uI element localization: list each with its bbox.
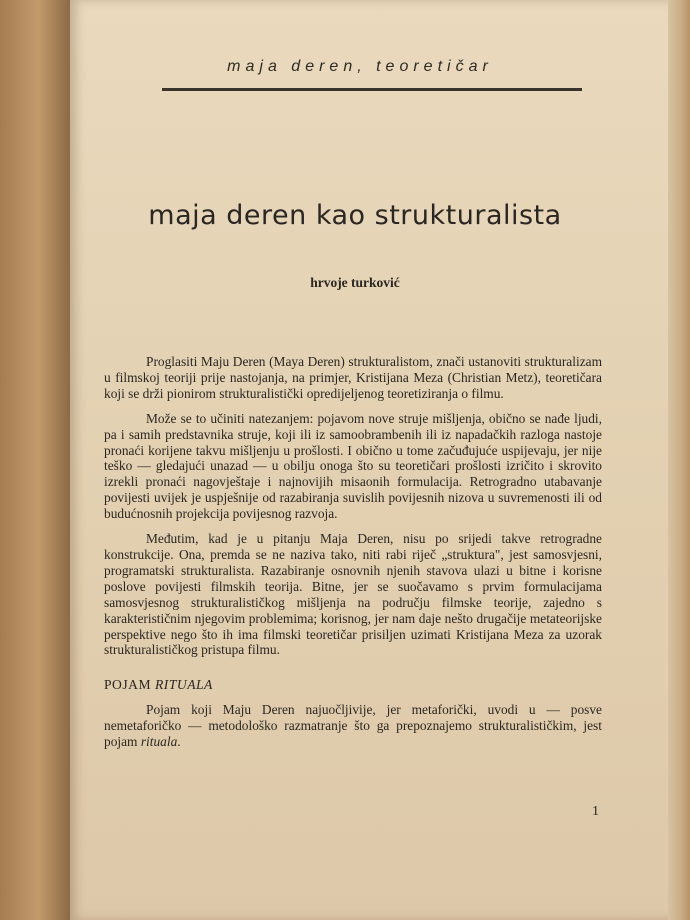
- paragraph-4-text: Pojam koji Maju Deren najuočljivije, jer metaforički, uvodi u — posve nemetaforičko — metodološko razmatranje što ga prepoznajemo strukturalističkim, jest pojam: [104, 702, 602, 750]
- paragraph-1: Proglasiti Maju Deren (Maya Deren) strukturalistom, znači ustanoviti strukturalizam u filmskoj teoriji prije nastojanja, na primjer, Kristijana Meza (Christian Metz), teoretičara koji se drži pionirom strukturalistički opredijeljenog teoretiziranja o filmu.: [104, 354, 602, 401]
- article-author: hrvoje turković: [310, 275, 400, 290]
- section-heading: [104, 677, 602, 693]
- article-title: maja deren kao strukturalista: [148, 200, 562, 231]
- paragraph-4: [104, 702, 602, 750]
- page-edge: [668, 0, 690, 920]
- paragraph-2: Može se to učiniti natezanjem: pojavom nove struje mišljenja, obično se nađe ljudi, pa i samih predstavnika struje, koji ili iz samoobrambenih ili iz napadačkih razloga nastoje pronaći korijene takvu mišljenju u prošlosti. I obično u tome začuđujuće uspijevaju, jer nije teško — gledajući unazad — u obilju onoga što su teoretičari prošlosti izričito i skrovito izrekli pronaći nagovještaje i najnovijih misaonih formulacija. Retrogradno utabavanje povijesti uvijek je uspješnije od razabiranja suvislih povijesnih nizova u suvremenosti ili od budućnosnih projekcija povijesnog razvoja.: [104, 410, 602, 522]
- section-heading-part1: POJAM: [104, 677, 155, 693]
- paragraph-4-end: .: [177, 734, 181, 750]
- paragraph-3: Međutim, kad je u pitanju Maja Deren, nisu po srijedi takve retrogradne konstrukcije. Ona, premda se ne naziva tako, niti rabi riječ „struktura", jest samosvjesni, programatski strukturalista. Razabiranje osnovnih njenih stavova ulazi u bitne i korisne poslove povijesti filmskih teorija. Bitne, jer se suočavamo s prvim formulacijama samosvjesnog strukturalističkog mišljenja na području filmske teorije, zajedno s karakterističnim njegovim problemima; korisnog, jer nam daje nešto drugačije metateorijske perspektive nego što ih ima filmski teoretičar prisiljen uzimati Kristijana Meza za uzorak strukturalističkog pristupa filmu.: [104, 531, 602, 658]
- section-heading-part2: RITUALA: [154, 677, 213, 693]
- paragraph-4-italic-term: rituala: [140, 734, 178, 750]
- running-head: maja deren, teoretičar: [227, 58, 493, 75]
- header-rule: [162, 88, 582, 91]
- book-spine-shadow: [0, 0, 70, 920]
- article-body: [104, 354, 602, 759]
- page-number: 1: [592, 804, 599, 819]
